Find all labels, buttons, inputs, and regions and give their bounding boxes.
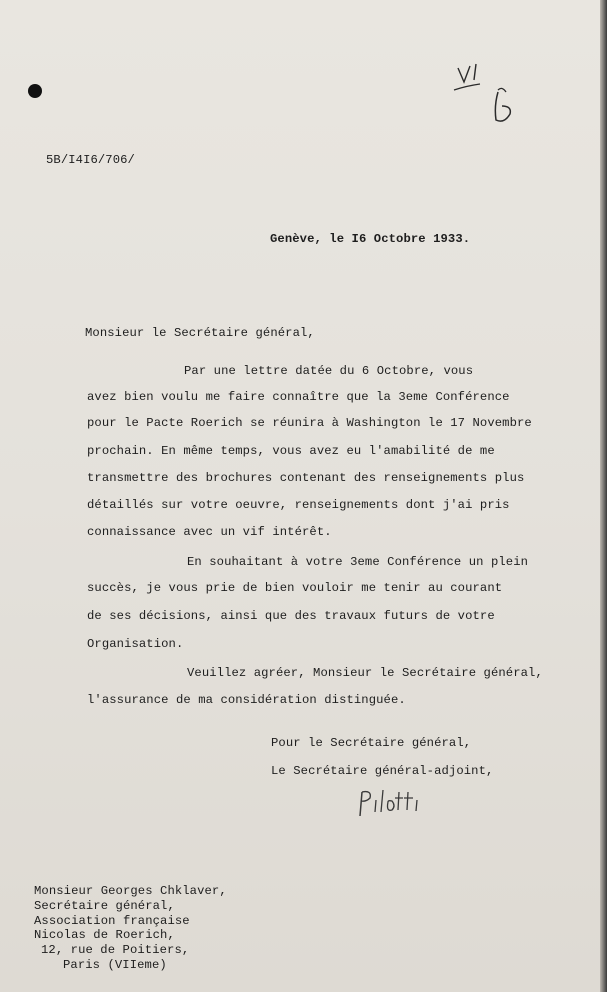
body-line: l'assurance de ma considération distinguée. — [87, 693, 406, 707]
page-edge-shadow — [600, 0, 607, 992]
body-line: avez bien voulu me faire connaître que la 3eme Conférence — [87, 390, 510, 404]
address-line: Monsieur Georges Chklaver, — [34, 884, 227, 898]
salutation: Monsieur le Secrétaire général, — [85, 326, 315, 340]
body-line: Organisation. — [87, 637, 184, 651]
handwritten-annotation — [452, 60, 522, 130]
signoff-line-2: Le Secrétaire général-adjoint, — [271, 764, 494, 778]
body-line: Veuillez agréer, Monsieur le Secrétaire général, — [187, 666, 543, 680]
address-line: 12, rue de Poitiers, — [41, 943, 190, 958]
body-line: En souhaitant à votre 3eme Conférence un plein — [187, 555, 529, 569]
body-line: transmettre des brochures contenant des renseignements plus — [87, 471, 525, 485]
reference-number: 5B/I4I6/706/ — [46, 153, 135, 167]
address-line: Secrétaire général, — [34, 898, 175, 913]
body-line: connaissance avec un vif intérêt. — [87, 525, 332, 539]
body-line: pour le Pacte Roerich se réunira à Washington le 17 Novembre — [87, 416, 532, 430]
handwritten-signature — [356, 786, 426, 820]
address-line: Paris (VIIeme) — [63, 957, 167, 972]
body-line: détaillés sur votre oeuvre, renseignements dont j'ai pris — [87, 498, 510, 512]
dateline: Genève, le I6 Octobre 1933. — [270, 232, 471, 246]
punch-hole — [28, 84, 42, 98]
body-line: Par une lettre datée du 6 Octobre, vous — [184, 364, 474, 378]
address-line: Nicolas de Roerich, — [34, 928, 175, 943]
body-line: succès, je vous prie de bien vouloir me tenir au courant — [87, 581, 503, 595]
recipient-address — [34, 884, 227, 973]
address-line: Association française — [34, 913, 190, 928]
signoff-line-1: Pour le Secrétaire général, — [271, 736, 472, 750]
body-line: prochain. En même temps, vous avez eu l'amabilité de me — [87, 444, 495, 458]
body-line: de ses décisions, ainsi que des travaux futurs de votre — [87, 609, 495, 623]
